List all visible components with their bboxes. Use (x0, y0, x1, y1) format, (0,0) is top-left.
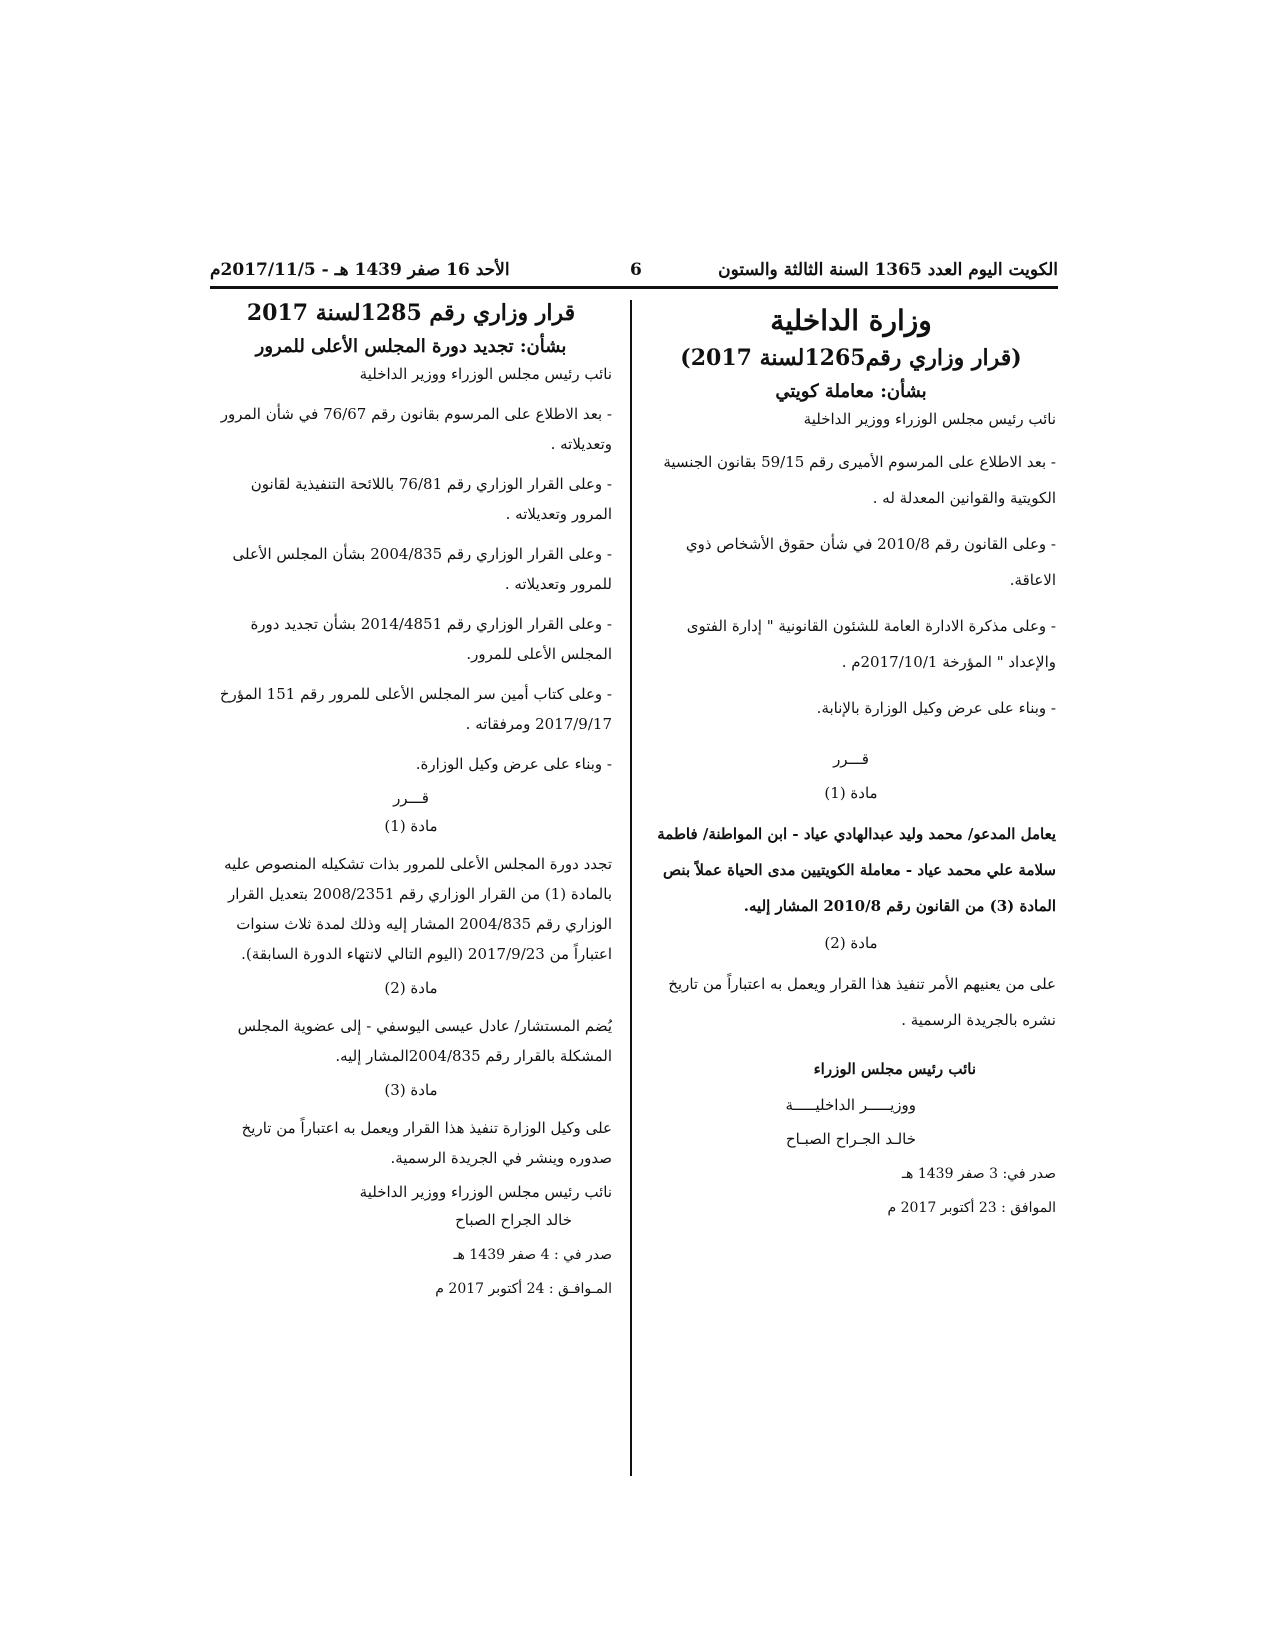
header-date: الأحد 16 صفر 1439 هـ - 2017/11/5م (210, 260, 510, 280)
left-column (210, 300, 612, 1309)
header-issue-info: الكويت اليوم العدد 1365 السنة الثالثة والستون (718, 260, 1058, 280)
preamble-item: - وعلى القرار الوزاري رقم 76/81 باللائحة التنفيذية لقانون المرور وتعديلاته . (250, 475, 612, 523)
issued-date-hijri: صدر في : 4 صفر 1439 هـ (453, 1247, 612, 1263)
issuer-line: نائب رئيس مجلس الوزراء ووزير الداخلية (803, 410, 1056, 428)
preamble-item: - بعد الاطلاع على المرسوم الأميرى رقم 59/15 بقانون الجنسية الكويتية والقوانين المعدلة له . (663, 453, 1056, 507)
signature-title: نائب رئيس مجلس الوزراء (813, 1060, 976, 1078)
preamble-item: - وعلى القانون رقم 2010/8 في شأن حقوق الأشخاص ذوي الاعاقة. (685, 535, 1056, 589)
article-heading: مادة (2) (384, 979, 438, 997)
signature-title: نائب رئيس مجلس الوزراء ووزير الداخلية (359, 1183, 612, 1201)
signature-name: خالـد الجـراح الصبـاح (785, 1130, 916, 1148)
preamble-item: - وعلى مذكرة الادارة العامة للشئون القانونية " إدارة الفتوى والإعداد " المؤرخة 2017/10/1م . (686, 617, 1056, 671)
article-heading: مادة (3) (384, 1081, 438, 1099)
preamble-item: - وعلى كتاب أمين سر المجلس الأعلى للمرور رقم 151 المؤرخ 2017/9/17 ومرفقاته . (219, 685, 612, 733)
article-text: يُضم المستشار/ عادل عيسى اليوسفي - إلى عضوية المجلس المشكلة بالقرار رقم 2004/835المشار إليه. (237, 1017, 612, 1065)
article-heading: مادة (1) (824, 784, 878, 802)
decided-heading: قـــرر (833, 750, 869, 768)
issuer-line: نائب رئيس مجلس الوزراء ووزير الداخلية (359, 365, 612, 383)
preamble-item: - وبناء على عرض وكيل الوزارة. (415, 755, 612, 773)
article-heading: مادة (1) (384, 817, 438, 835)
decision-title: (قرار وزاري رقم1265لسنة 2017) (680, 345, 1022, 371)
signature-title: ووزيـــــر الداخليـــــة (785, 1096, 916, 1114)
column-divider (630, 300, 632, 1476)
signature-name: خالد الجراح الصباح (455, 1211, 572, 1229)
page-number: 6 (630, 260, 642, 280)
article-heading: مادة (2) (824, 934, 878, 952)
ministry-title: وزارة الداخلية (770, 304, 932, 337)
article-text: يعامل المدعو/ محمد وليد عبدالهادي عياد - ابن المواطنة/ فاطمة سلامة علي محمد عياد - معاملة الكويتيين مدى الحياة عملاً بنص المادة (3) من القانون رقم 2010/8 المشار إليه. (657, 825, 1056, 915)
header-rule (210, 286, 1058, 289)
decision-title: قرار وزاري رقم 1285لسنة 2017 (246, 300, 576, 326)
decision-subject: بشأن: معاملة كويتي (775, 381, 927, 402)
preamble-item: - وبناء على عرض وكيل الوزارة بالإنابة. (816, 699, 1056, 717)
article-text: على من يعنيهم الأمر تنفيذ هذا القرار ويعمل به اعتباراً من تاريخ نشره بالجريدة الرسمية . (668, 975, 1056, 1029)
article-text: تجدد دورة المجلس الأعلى للمرور بذات تشكيله المنصوص عليه بالمادة (1) من القرار الوزاري رقم 2008/2351 بتعديل القرار الوزاري رقم 2004/835 المشار إليه وذلك لمدة ثلاث سنوات اعتباراً من 2017/9/23 (اليوم التالي لانتهاء الدورة السابقة). (224, 855, 612, 963)
page-header (210, 256, 1058, 286)
issued-date-hijri: صدر في: 3 صفر 1439 هـ (901, 1166, 1056, 1182)
decided-heading: قـــرر (393, 789, 429, 807)
issued-date-gregorian: المـوافـق : 24 أكتوبر 2017 م (435, 1281, 612, 1297)
decision-subject: بشأن: تجديد دورة المجلس الأعلى للمرور (255, 336, 567, 357)
preamble-item: - وعلى القرار الوزاري رقم 2004/835 بشأن المجلس الأعلى للمرور وتعديلاته . (232, 545, 612, 593)
preamble-item: - بعد الاطلاع على المرسوم بقانون رقم 76/67 في شأن المرور وتعديلاته . (220, 405, 612, 453)
article-text: على وكيل الوزارة تنفيذ هذا القرار ويعمل به اعتباراً من تاريخ صدوره وينشر في الجريدة الرسمية. (241, 1119, 612, 1167)
preamble-item: - وعلى القرار الوزاري رقم 2014/4851 بشأن تجديد دورة المجلس الأعلى للمرور. (250, 615, 612, 663)
right-column (646, 300, 1056, 1228)
issued-date-gregorian: الموافق : 23 أكتوبر 2017 م (887, 1200, 1056, 1216)
